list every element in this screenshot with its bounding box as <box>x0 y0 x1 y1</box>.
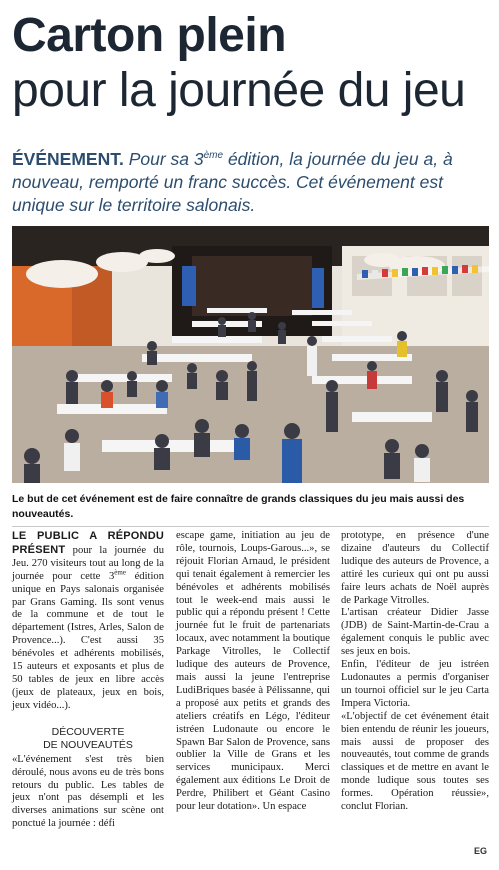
lead-paragraph <box>12 144 490 217</box>
article-paragraph: Enfin, l'éditeur de jeu istréen Ludonautes a permis d'organiser un tournoi officiel sur le jeu Carta Impera Victoria. <box>341 659 489 709</box>
lead-kicker: ÉVÉNEMENT. <box>12 148 124 169</box>
article-column-2 <box>176 530 330 814</box>
body-text: pour la journée du Jeu. 270 visiteurs tout au long de la journée pour cette 3 <box>12 544 164 582</box>
superscript: ème <box>114 568 126 577</box>
subheading <box>12 726 164 752</box>
subheading-line-1: DÉCOUVERTE <box>51 725 125 738</box>
lettrine: LE PUBLIC A RÉPONDU PRÉSENT <box>12 530 164 556</box>
event-photo <box>12 226 489 483</box>
headline-line-1: Carton plein <box>12 9 287 62</box>
article-paragraph: «L'événement s'est très bien déroulé, nous avons eu de très bons retours du public. Les tables de jeux n'ont pas désempli et les diverses animations sur scène ont ponctué la journée : défi <box>12 753 164 830</box>
article-paragraph: «L'objectif de cet événement était bien entendu de réunir les joueurs, mais aussi de proposer des nouveautés, tout comme de grands classiques et de mettre en avant le monde ludique sous toutes ses formes. Opération réussie», conclut Florian. <box>341 710 489 813</box>
lead-text-before: Pour sa 3 <box>128 148 204 169</box>
subheading-line-2: DE NOUVEAUTÉS <box>43 738 133 751</box>
article-paragraph <box>12 530 164 713</box>
lead-superscript: ème <box>203 150 224 161</box>
article-paragraph: L'artisan créateur Didier Jasse (JDB) de Saint-Martin-de-Crau a également conquis le public avec ses jeux en bois. <box>341 607 489 658</box>
headline-line-2: pour la journée du jeu <box>12 64 466 117</box>
divider <box>12 526 489 527</box>
photo-caption: Le but de cet événement est de faire connaître de grands classiques du jeu mais aussi des nouveautés. <box>12 493 465 520</box>
lead-text-after: édition, la journée du jeu a, à nouveau, remporté un franc succès. Cet événement est unique sur le territoire salonais. <box>12 148 453 215</box>
article-column-3 <box>341 530 489 814</box>
headline <box>12 8 492 118</box>
article-column-1 <box>12 530 164 831</box>
author-signature: EG <box>473 846 487 856</box>
article-paragraph: prototype, en présence d'une dizaine d'auteurs du Collectif ludique des auteurs de Provence, a attiré les curieux qui ont pu aussi faire leurs achats de Noël auprès de Parkage Vitrolles. <box>341 530 489 606</box>
article-paragraph: escape game, initiation au jeu de rôle, tournois, Loups-Garous...», se réjouit Florian Arnaud, le président qui tenait également à remercier les bénévoles et adhérents mobilisés tout le week-end mais aussi le public qui a répondu présent ! Cette journée fut le fruit de partenariats locaux, avec notamment la boutique Parkage Vitrolles, le Collectif ludique des auteurs de Provence, mais aussi la jeune l'entreprise LudiBriques basée à Pélissanne, qui a proposé aux petits et grands des ateliers créatifs en Légo, l'éditeur istréen Ludonaute ou encore le Spawn Bar Salon de Provence, sans oublier la Ville de Grans et les services municipaux. Merci également aux éditions Le Droit de Perdre, Philibert et Géant Casino pour leur dotation». Un espace <box>176 530 330 813</box>
body-text: édition unique en Pays salonais organisée par Grans Gaming. Ils sont venus de la commune et de tout le département (Istres, Arles, Salon de Provence...). C'est aussi 35 bénévoles et adhérents mobilisés, 15 auteurs et exposants et plus de 50 tables de jeux en libre accès (jeux de plateaux, jeux en bois, jeux vidéo...). <box>12 570 164 711</box>
